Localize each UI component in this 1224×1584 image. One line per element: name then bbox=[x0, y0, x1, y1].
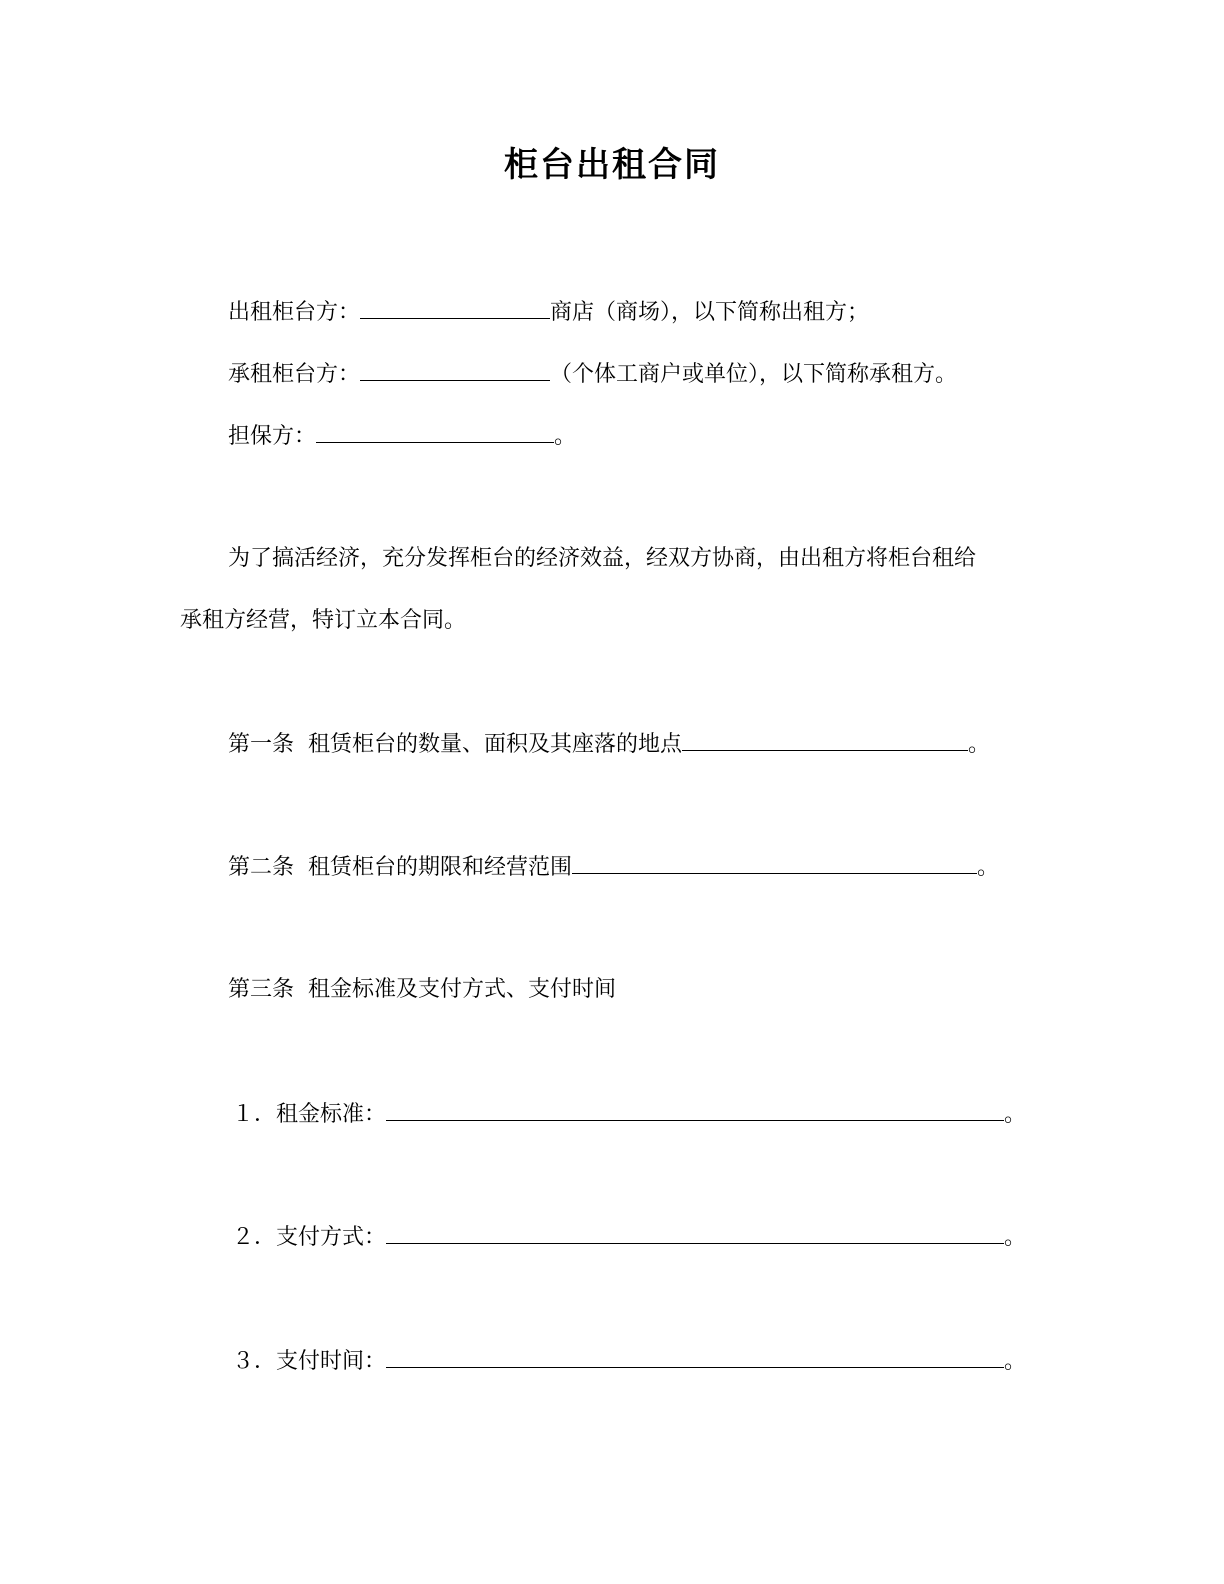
preamble-line-1: 为了搞活经济，充分发挥柜台的经济效益，经双方协商，由出租方将柜台租给 bbox=[228, 546, 977, 571]
article-1-text: 租赁柜台的数量、面积及其座落的地点 bbox=[308, 732, 683, 757]
article-2-end: 。 bbox=[977, 855, 1000, 880]
article-3 bbox=[228, 970, 616, 1010]
lessee-name-field[interactable] bbox=[360, 354, 550, 381]
lessee-line bbox=[228, 354, 957, 395]
lessor-name-field[interactable] bbox=[360, 292, 550, 319]
item-1 bbox=[232, 1094, 1026, 1135]
article-1-number: 第一条 bbox=[228, 732, 295, 757]
preamble-line-2: 承租方经营，特订立本合同。 bbox=[180, 608, 467, 633]
item-3-end: 。 bbox=[1004, 1349, 1027, 1374]
item-1-label: 租金标准： bbox=[276, 1102, 387, 1127]
lessor-suffix: 商店（商场），以下简称出租方； bbox=[550, 300, 870, 325]
article-3-number: 第三条 bbox=[228, 977, 295, 1002]
item-2-number: ２． bbox=[232, 1225, 277, 1250]
lessor-line bbox=[228, 292, 869, 333]
guarantor-name-field[interactable] bbox=[316, 416, 554, 443]
lessor-label: 出租柜台方： bbox=[228, 300, 361, 325]
article-2-text: 租赁柜台的期限和经营范围 bbox=[308, 855, 573, 880]
article-2 bbox=[228, 847, 999, 888]
item-1-end: 。 bbox=[1004, 1102, 1027, 1127]
item-3-number: ３． bbox=[232, 1349, 277, 1374]
item-2-label: 支付方式： bbox=[276, 1225, 387, 1250]
item-2-end: 。 bbox=[1004, 1225, 1027, 1250]
item-3 bbox=[232, 1341, 1026, 1382]
article-2-field[interactable] bbox=[572, 847, 977, 874]
article-2-number: 第二条 bbox=[228, 855, 295, 880]
article-3-text: 租金标准及支付方式、支付时间 bbox=[308, 977, 617, 1002]
item-2 bbox=[232, 1217, 1026, 1258]
guarantor-label: 担保方： bbox=[228, 424, 317, 449]
lessee-suffix: （个体工商户或单位），以下简称承租方。 bbox=[550, 362, 958, 387]
guarantor-line bbox=[228, 416, 576, 457]
article-1-end: 。 bbox=[968, 732, 991, 757]
payment-time-field[interactable] bbox=[386, 1341, 1004, 1368]
item-1-number: １． bbox=[232, 1102, 277, 1127]
document-title: 柜台出租合同 bbox=[504, 145, 720, 185]
item-3-label: 支付时间： bbox=[276, 1349, 387, 1374]
article-1 bbox=[228, 724, 990, 765]
article-1-field[interactable] bbox=[682, 724, 968, 751]
guarantor-suffix: 。 bbox=[554, 424, 577, 449]
lessee-label: 承租柜台方： bbox=[228, 362, 361, 387]
rent-standard-field[interactable] bbox=[386, 1094, 1004, 1121]
payment-method-field[interactable] bbox=[386, 1217, 1004, 1244]
